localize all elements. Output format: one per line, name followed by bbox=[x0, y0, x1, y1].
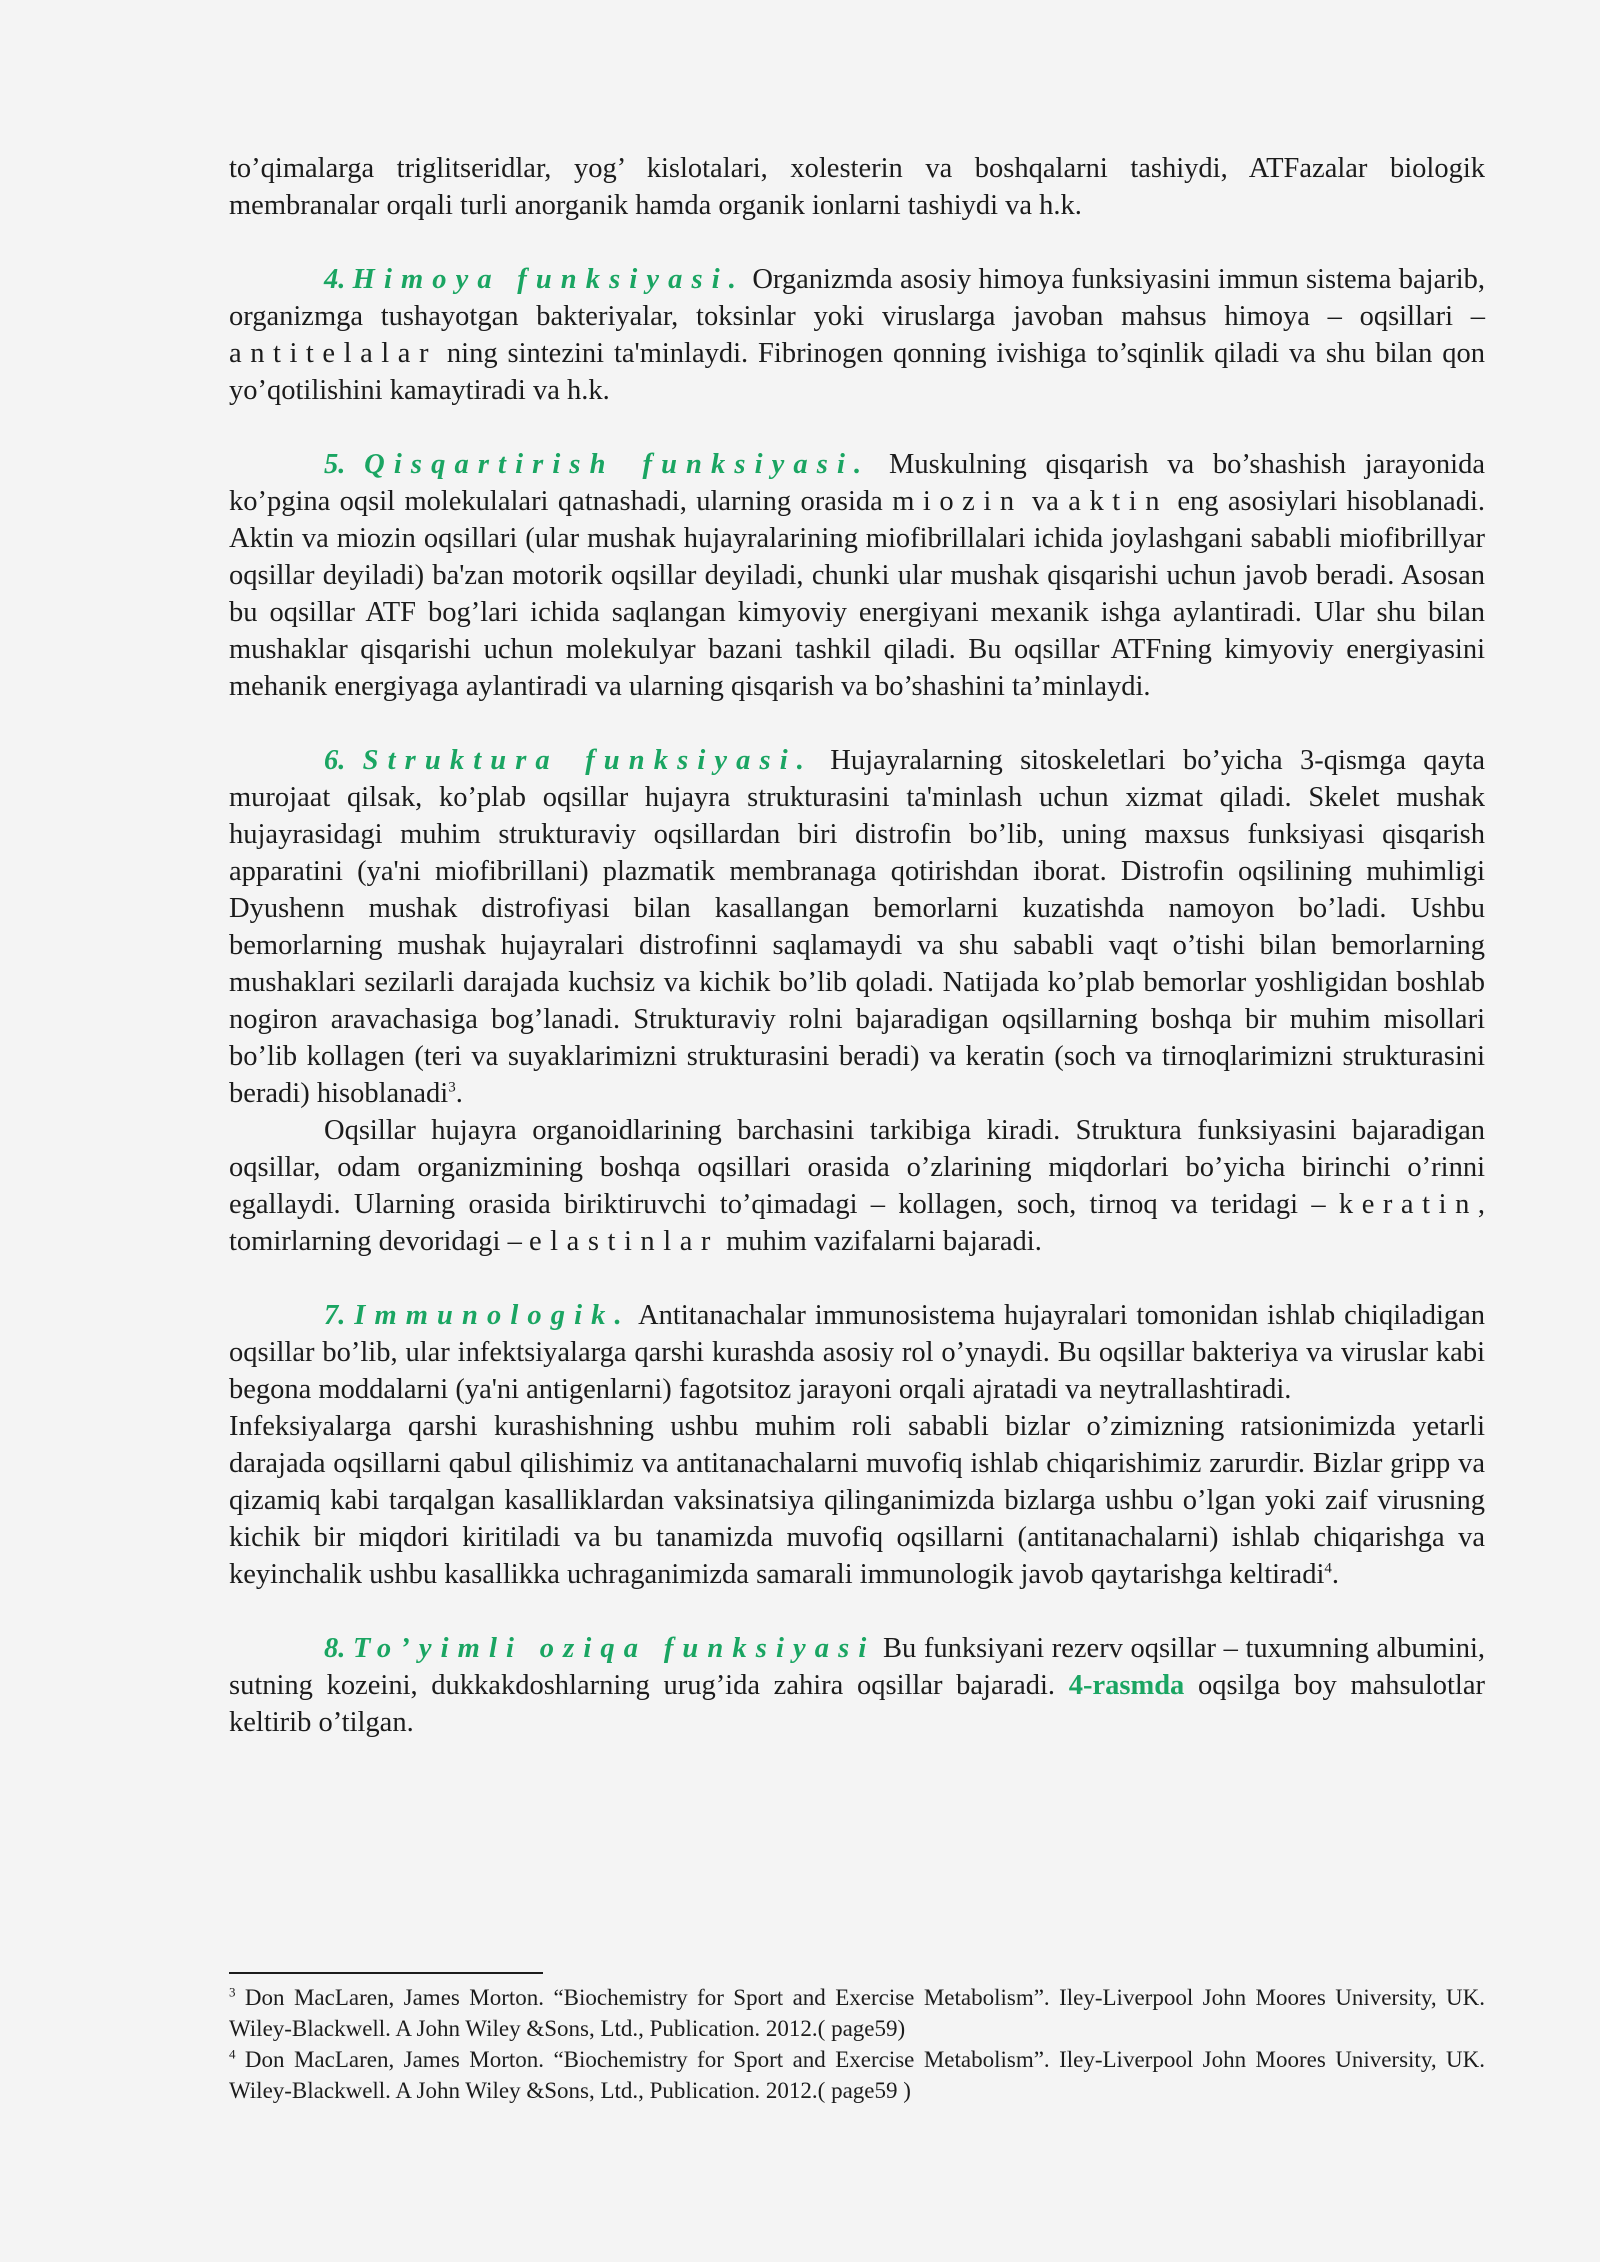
figure-reference: 4-rasmda bbox=[1068, 1670, 1185, 1701]
paragraph-structural-proteins bbox=[229, 1112, 1485, 1260]
footnote-text: Don MacLaren, James Morton. “Biochemistry for Sport and Exercise Metabolism”. Iley-Liverpool John Moores University, UK. Wiley-Blackwell. A John Wiley &Sons, Ltd., Publication. 2012.( page59 ) bbox=[229, 2047, 1485, 2103]
section-heading bbox=[324, 1633, 875, 1664]
footnote-separator bbox=[229, 1972, 543, 1974]
footnote-text: Don MacLaren, James Morton. “Biochemistry for Sport and Exercise Metabolism”. Iley-Liverpool John Moores University, UK. Wiley-Blackwell. A John Wiley &Sons, Ltd., Publication. 2012.( page59) bbox=[229, 1985, 1485, 2041]
section-structural-function bbox=[229, 742, 1485, 1112]
section-title: Himoya funksiyasi. bbox=[352, 264, 746, 295]
paragraph-gap bbox=[229, 1260, 1485, 1297]
section-heading bbox=[324, 1300, 631, 1331]
spaced-term: aktin bbox=[1068, 486, 1169, 517]
footnote-number: 3 bbox=[229, 1984, 236, 2000]
section-nutritive-function bbox=[229, 1630, 1485, 1741]
section-text: Hujayralarning sitoskeletlari bo’yicha 3-qismga qayta murojaat qilsak, ko’plab oqsillar hujayra strukturasini ta'minlash uchun xizmat qiladi. Skelet mushak hujayrasidagi muhim strukturaviy oqsillardan biri distrofin bo’lib, uning maxsus funksiyasi qisqarish apparatini (ya'ni miofibrillani) plazmatik membranaga qotirishdan iborat. Distrofin oqsilining muhimligi Dyushenn mushak distrofiyasi bilan kasallangan bemorlarni kuzatishda namoyon bo’ladi. Ushbu bemorlarning mushak hujayralari distrofinni saqlamaydi va shu sababli vaqt o’tishi bilan bemorlarning mushaklari sezilarli darajada kuchsiz va kichik bo’lib qoladi. Natijada ko’plab bemorlar yoshligidan boshlab nogiron aravachasiga bog’lanadi. Strukturaviy rolni bajaradigan oqsillarning boshqa bir muhim misollari bo’lib kollagen (teri va suyaklarimizni strukturasini beradi) va keratin (soch va tirnoqlarimizni strukturasini beradi) hisoblanadi bbox=[229, 745, 1486, 1109]
section-number: 7. bbox=[324, 1300, 346, 1331]
spaced-term: miozin bbox=[892, 486, 1023, 517]
section-text-continued: eng asosiylari hisoblanadi. Aktin va miozin oqsillari (ular mushak hujayralarining miofibrillalari ichida joylashgani sababli miofibrillyar oqsillar deyiladi) ba'zan motorik oqsillar deyiladi, chunki ular mushak qisqarishi uchun javob beradi. Asosan bu oqsillar ATF bog’lari ichida saqlangan kimyoviy energiyani mexanik ishga aylantiradi. Ular shu bilan mushaklar qisqarishi uchun molekulyar bazani tashkil qiladi. Bu oqsillar ATFning kimyoviy energiyasini mehanik energiyaga aylantiradi va ularning qisqarish va bo’shashini ta’minlaydi. bbox=[229, 486, 1485, 702]
footnote-reference: 3 bbox=[448, 1079, 456, 1096]
section-text: Bu funksiyani rezerv oqsillar – tuxumning albumini, sutning kozeini, dukkakdoshlarning urug’ida zahira oqsillar bajaradi. bbox=[229, 1633, 1485, 1701]
section-number: 4. bbox=[324, 264, 346, 295]
paragraph-infection-defense bbox=[229, 1408, 1485, 1593]
footnote-item bbox=[229, 2044, 1485, 2106]
section-title: To’yimli oziqa funksiyasi bbox=[352, 1633, 876, 1664]
body-text bbox=[229, 150, 1485, 1741]
section-heading bbox=[324, 745, 813, 776]
paragraph-gap bbox=[229, 705, 1485, 742]
spaced-term: keratin bbox=[1338, 1189, 1478, 1220]
section-contractile-function bbox=[229, 446, 1485, 705]
section-heading bbox=[324, 264, 745, 295]
footnote-item bbox=[229, 1982, 1485, 2044]
paragraph-gap bbox=[229, 1593, 1485, 1630]
section-number: 5. bbox=[324, 449, 346, 480]
section-text-continued: oqsilga boy mahsulotlar keltirib o’tilgan. bbox=[229, 1670, 1485, 1738]
section-number: 8. bbox=[324, 1633, 346, 1664]
paragraph-text-middle: , tomirlarning devoridagi – bbox=[229, 1189, 1485, 1257]
footnote-number: 4 bbox=[229, 2046, 236, 2062]
section-title: Qisqartirish funksiyasi. bbox=[364, 449, 871, 480]
paragraph-text: Infeksiyalarga qarshi kurashishning ushbu muhim roli sababli bizlar o’zimizning ratsionimizda yetarli darajada oqsillarni qabul qilishimiz va antitanachalarni muvofiq ishlab chiqarishimiz zarurdir. Bizlar gripp va qizamiq kabi tarqalgan kasalliklardan vaksinatsiya qilinganimizda bizlarga ushbu o’lgan yoki zaif virusning kichik bir miqdori kiritiladi va bu tanamizda muvofiq oqsillarni (antitanachalarni) ishlab chiqarishga va keyinchalik ushbu kasallikka uchraganimizda samarali immunologik javob qaytarishga keltiradi bbox=[229, 1411, 1485, 1590]
spaced-term: elastinlar bbox=[528, 1226, 719, 1257]
paragraph-gap bbox=[229, 224, 1485, 261]
sentence-end: . bbox=[455, 1078, 463, 1109]
paragraph-text-end: muhim vazifalarni bajaradi. bbox=[718, 1226, 1042, 1257]
paragraph-gap bbox=[229, 409, 1485, 446]
sentence-end: . bbox=[1331, 1559, 1339, 1590]
section-title: Struktura funksiyasi. bbox=[362, 745, 814, 776]
section-title: Immunologik. bbox=[354, 1300, 631, 1331]
section-number: 6. bbox=[324, 745, 346, 776]
section-protective-function bbox=[229, 261, 1485, 409]
section-heading bbox=[324, 449, 870, 480]
footnote-reference: 4 bbox=[1324, 1560, 1332, 1577]
conjunction: va bbox=[1022, 486, 1069, 517]
paragraph-text: Oqsillar hujayra organoidlarining barchasini tarkibiga kiradi. Struktura funksiyasini bajaradigan oqsillar, odam organizmining boshqa oqsillari orasida o’zlarining miqdorlari bo’yicha birinchi o’rinni egallaydi. Ularning orasida biriktiruvchi to’qimadagi – kollagen, soch, tirnoq va teridagi – bbox=[229, 1115, 1485, 1220]
section-immunological bbox=[229, 1297, 1485, 1408]
section-text-continued: ning sintezini ta'minlaydi. Fibrinogen qonning ivishiga to’sqinlik qiladi va shu bilan qon yo’qotilishini kamaytiradi va h.k. bbox=[229, 338, 1485, 406]
section-text: Antitanachalar immunosistema hujayralari tomonidan ishlab chiqiladigan oqsillar bo’lib, ular infektsiyalarga qarshi kurashda asosiy rol o’ynaydi. Bu oqsillar bakteriya va viruslar kabi begona moddalarni (ya'ni antigenlarni) fagotsitoz jarayoni orqali ajratadi va neytrallashtiradi. bbox=[229, 1300, 1486, 1405]
section-text: Muskulning qisqarish va bo’shashish jarayonida ko’pgina oqsil molekulalari qatnashadi, ularning orasida bbox=[229, 449, 1485, 517]
spaced-term: antitelalar bbox=[229, 338, 437, 369]
footnotes bbox=[229, 1982, 1485, 2106]
section-text: Organizmda asosiy himoya funksiyasini immun sistema bajarib, organizmga tushayotgan bakteriyalar, toksinlar yoki viruslarga javoban mahsus himoya – oqsillari – bbox=[229, 264, 1485, 332]
paragraph-transport-end: to’qimalarga triglitseridlar, yog’ kislotalari, xolesterin va boshqalarni tashiydi, ATFazalar biologik membranalar orqali turli anorganik hamda organik ionlarni tashiydi va h.k. bbox=[229, 153, 1485, 221]
